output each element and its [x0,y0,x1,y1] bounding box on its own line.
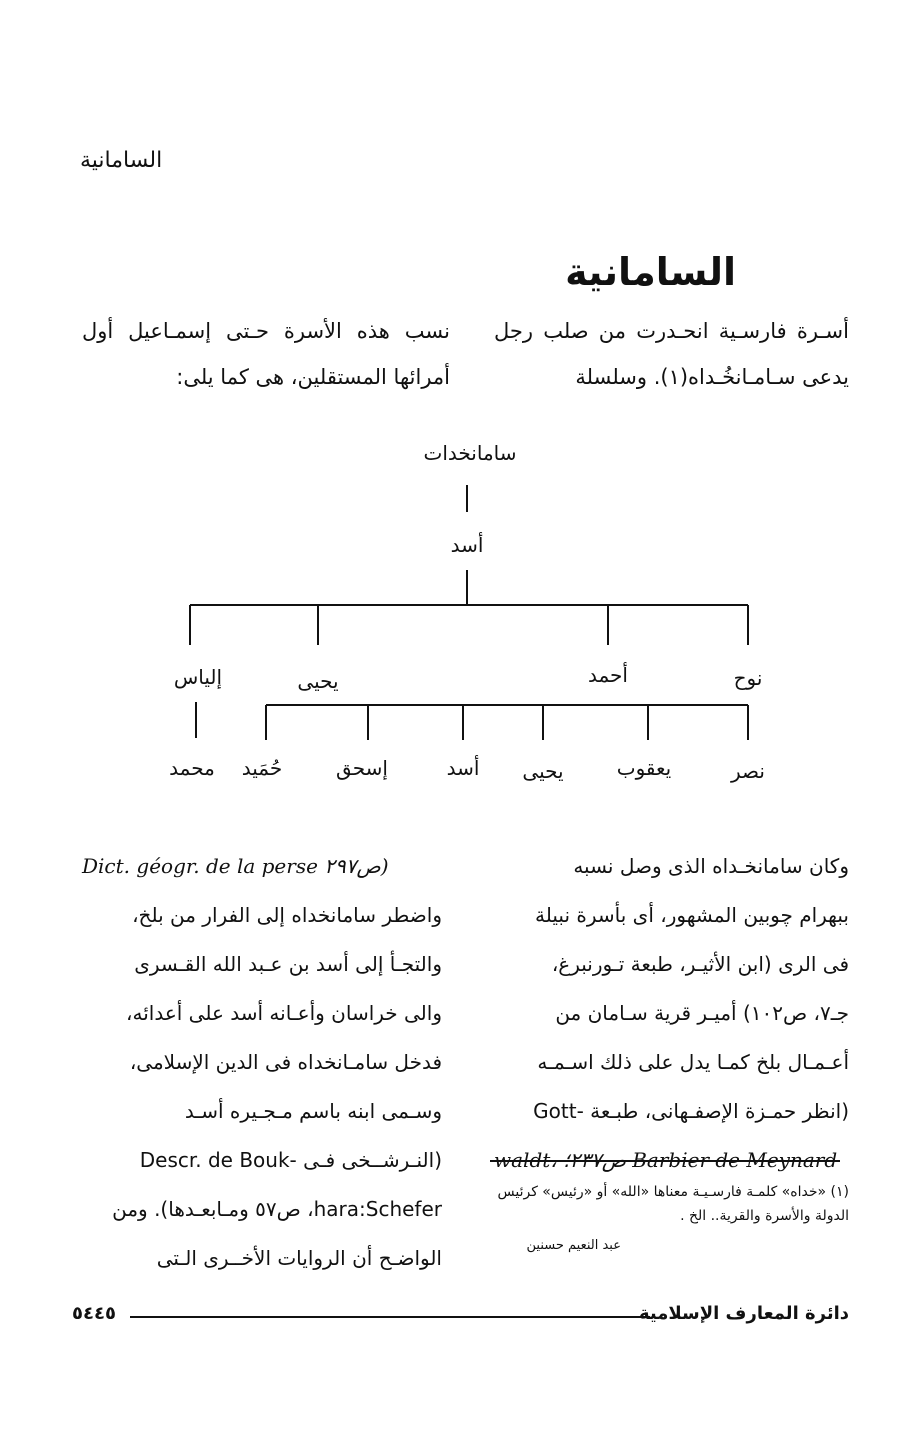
tree-son-ahmad: أحمد [588,663,628,687]
body-line: الواضـح أن الروايات الأخــرى الـتى [156,1246,442,1270]
footnote: (١) «خداه» كلمـة فارسـيـة معناها «الله» أو «رئيس» كرئيس الدولة والأسرة والقرية.. الخ . [497,1184,849,1224]
tree-grandson-ishaq: إسحق [336,756,388,780]
body-line: Dict. géogr. de la perse ص٢٩٧) [82,854,389,878]
intro-paragraph-right: أسـرة فارسـية انحـدرت من صلب رجل يدعى سـامـانخُـداه(١). وسلسلة [494,319,849,389]
intro-paragraph-left: نسب هذه الأسرة حـتى إسمـاعيل أول أمرائها المستقلين، هى كما يلى: [82,319,450,389]
body-line: وكان سامانخـداه الذى وصل نسبه [573,854,849,878]
article-title: السامانية [565,250,736,294]
body-line: واضطر سامانخداه إلى الفرار من بلخ، [132,903,442,927]
body-line: أعـمـال بلخ كمـا يدل على ذلك اسـمـه [537,1050,849,1074]
body-line: والتجـأ إلى أسد بن عـبد الله القـسرى [134,952,442,976]
tree-grandson-humayd: حُمَيد [241,756,283,780]
body-line: (النـرشــخى فـى -Descr. de Bouk [139,1148,442,1172]
genealogy-tree [0,430,921,790]
tree-son-yahya: يحيى [297,669,339,693]
footnote-signature: عبد النعيم حسنين [526,1238,621,1253]
tree-grandson-yaqub: يعقوب [616,756,672,780]
running-head: السامانية [80,148,163,173]
page-number: ٥٤٤٥ [72,1303,116,1324]
tree-son-ilyas: إلياس [173,665,223,689]
body-line: والى خراسان وأعـانه أسد على أعدائه، [126,1001,442,1025]
body-column-right [494,842,849,1185]
tree-grandson-yahya: يحيى [522,759,564,783]
footer-rule [130,1316,650,1318]
tree-grandson-nasr: نصر [731,759,765,783]
body-line: hara:Schefer، ص٥٧ ومـابعـدها). ومن [112,1197,442,1221]
body-line: فدخل سامـانخداه فى الدين الإسلامى، [129,1050,442,1074]
body-line: جـ٧، ص١٠٢) أميـر قرية سـامان من [555,1001,849,1025]
tree-son-nuh: نوح [733,666,763,690]
tree-level1-asad: أسد [450,533,484,557]
footer-title: دائرة المعارف الإسلامية [638,1303,849,1324]
tree-root: سامانخدات [423,441,517,465]
tree-grandson-asad: أسد [446,756,480,780]
tree-grandson-muhammad: محمد [169,756,215,780]
body-line: ببهرام چوبين المشهور، أى بأسرة نبيلة [535,903,849,927]
body-line: waldt، ص٢٣٧؛ Barbier de Meynard [494,1148,838,1172]
body-line: فى الرى (ابن الأثيـر، طبعة تـورنبرغ، [551,952,849,976]
body-column-left [82,842,442,1283]
body-line: (انظر حمـزة الإصفـهانى، طبـعة -Gott [533,1099,849,1123]
footnote-divider [490,1160,840,1162]
body-line: وسـمى ابنه باسم مـجـيره أسـد [184,1099,442,1123]
